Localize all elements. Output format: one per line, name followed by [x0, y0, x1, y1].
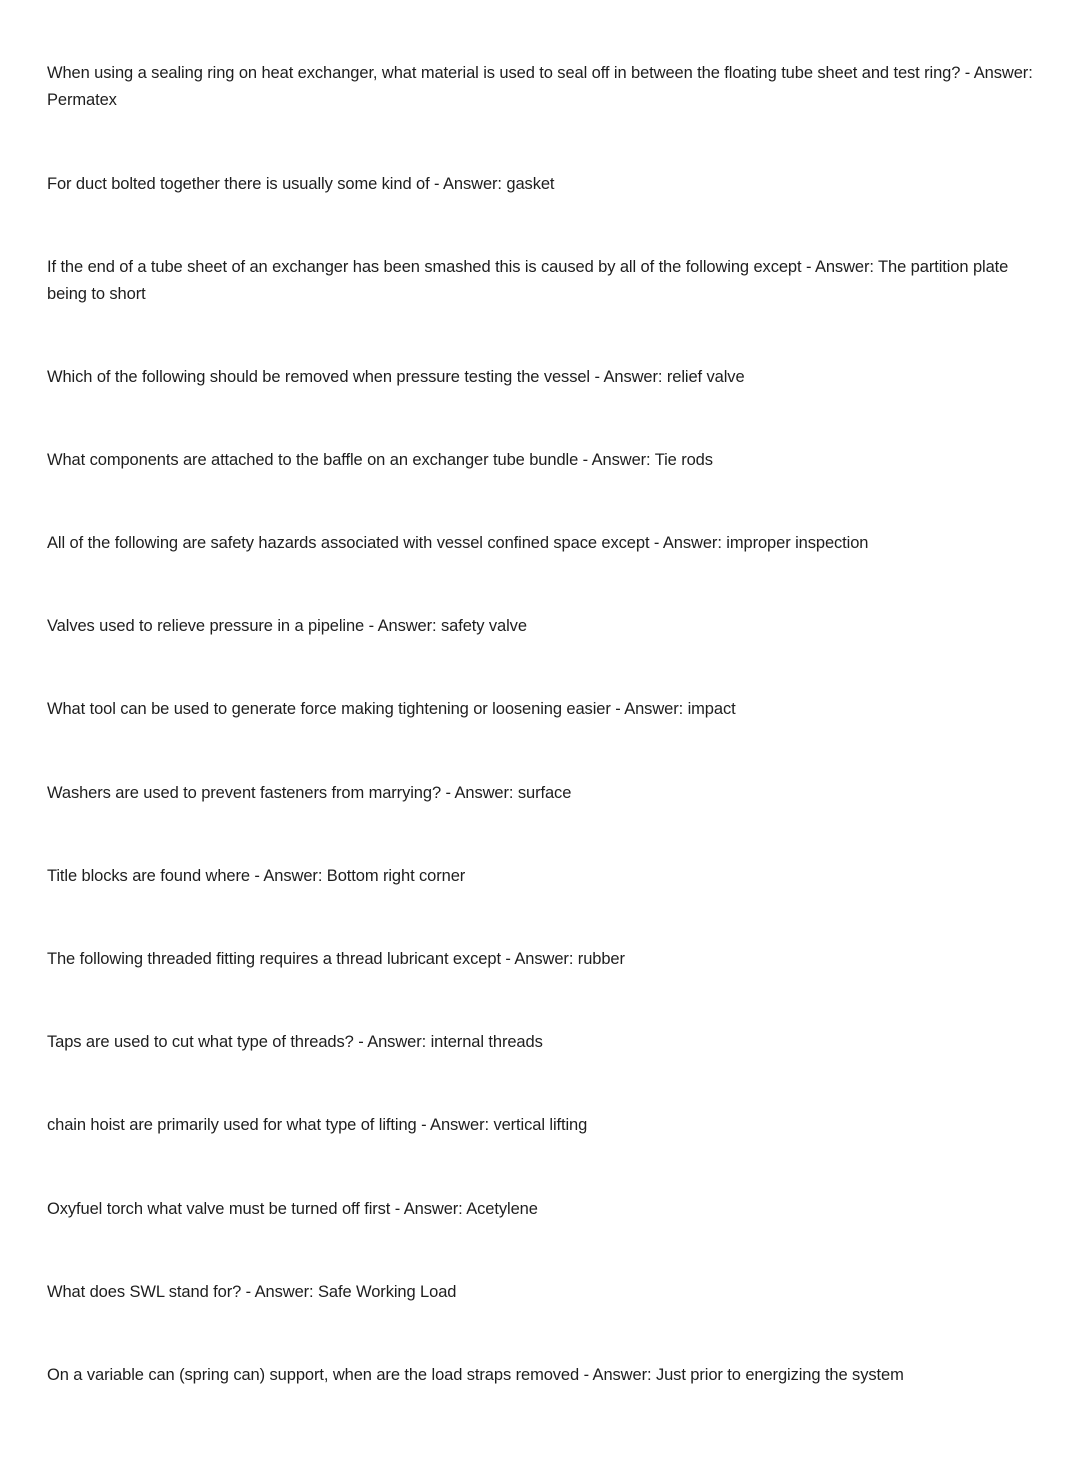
answer-separator: - Answer:: [649, 534, 727, 552]
qa-item: [47, 780, 1037, 807]
question-text: Title blocks are found where: [47, 867, 250, 885]
question-text: Which of the following should be removed when pressure testing the vessel: [47, 368, 591, 386]
question-text: What tool can be used to generate force making tightening or loosening easier: [47, 700, 611, 718]
answer-separator: - Answer:: [249, 867, 327, 885]
answer-text: surface: [517, 784, 572, 802]
answer-text: Acetylene: [466, 1200, 538, 1218]
question-text: What does SWL stand for?: [47, 1283, 242, 1301]
answer-separator: - Answer:: [578, 451, 655, 469]
answer-text: vertical lifting: [493, 1116, 588, 1134]
question-text: All of the following are safety hazards associated with vessel confined space except: [47, 534, 650, 552]
qa-item: [47, 254, 1037, 308]
question-text: Washers are used to prevent fasteners from marrying?: [47, 784, 442, 802]
answer-text: Bottom right corner: [326, 867, 466, 885]
answer-separator: - Answer:: [353, 1033, 431, 1051]
qa-item: [47, 364, 1037, 391]
answer-separator: - Answer:: [579, 1366, 656, 1384]
answer-text: Safe Working Load: [318, 1283, 457, 1301]
answer-separator: - Answer:: [416, 1116, 494, 1134]
qa-item: [47, 613, 1037, 640]
qa-item: [47, 1029, 1037, 1056]
answer-text: Permatex: [47, 91, 117, 109]
qa-item: [47, 946, 1037, 973]
answer-separator: - Answer:: [390, 1200, 467, 1218]
question-text: On a variable can (spring can) support, when are the load straps removed: [47, 1366, 580, 1384]
qa-item: [47, 171, 1037, 198]
answer-separator: - Answer:: [801, 258, 879, 276]
qa-item: [47, 1362, 1037, 1389]
answer-separator: - Answer:: [500, 950, 578, 968]
answer-text: rubber: [577, 950, 625, 968]
qa-item: [47, 1279, 1037, 1306]
question-text: For duct bolted together there is usually some kind of: [47, 175, 430, 193]
qa-item: [47, 863, 1037, 890]
answer-text: safety valve: [440, 617, 527, 635]
answer-text: improper inspection: [726, 534, 869, 552]
answer-separator: - Answer:: [960, 64, 1033, 82]
question-text: chain hoist are primarily used for what type of lifting: [47, 1116, 417, 1134]
question-text: If the end of a tube sheet of an exchanger has been smashed this is caused by all of the following except: [47, 258, 802, 276]
question-text: What components are attached to the baffle on an exchanger tube bundle: [47, 451, 579, 469]
answer-text: gasket: [506, 175, 555, 193]
question-text: The following threaded fitting requires a thread lubricant except: [47, 950, 501, 968]
qa-item: [47, 1196, 1037, 1223]
question-text: When using a sealing ring on heat exchanger, what material is used to seal off in between the floating tube sheet and test ring?: [47, 64, 961, 82]
answer-text: impact: [687, 700, 736, 718]
qa-item: [47, 530, 1037, 557]
answer-text: internal threads: [430, 1033, 543, 1051]
answer-separator: - Answer:: [441, 784, 518, 802]
answer-separator: - Answer:: [429, 175, 507, 193]
qa-item: [47, 60, 1037, 114]
question-text: Taps are used to cut what type of threads?: [47, 1033, 354, 1051]
answer-text: relief valve: [666, 368, 745, 386]
answer-text: The partition plate being to short: [47, 258, 1009, 303]
answer-separator: - Answer:: [241, 1283, 319, 1301]
answer-separator: - Answer:: [364, 617, 441, 635]
answer-text: Just prior to energizing the system: [655, 1366, 904, 1384]
answer-text: Tie rods: [654, 451, 713, 469]
question-text: Oxyfuel torch what valve must be turned off first: [47, 1200, 391, 1218]
question-text: Valves used to relieve pressure in a pipeline: [47, 617, 365, 635]
qa-item: [47, 1112, 1037, 1139]
qa-item: [47, 447, 1037, 474]
answer-separator: - Answer:: [610, 700, 688, 718]
qa-item: [47, 696, 1037, 723]
answer-separator: - Answer:: [590, 368, 667, 386]
